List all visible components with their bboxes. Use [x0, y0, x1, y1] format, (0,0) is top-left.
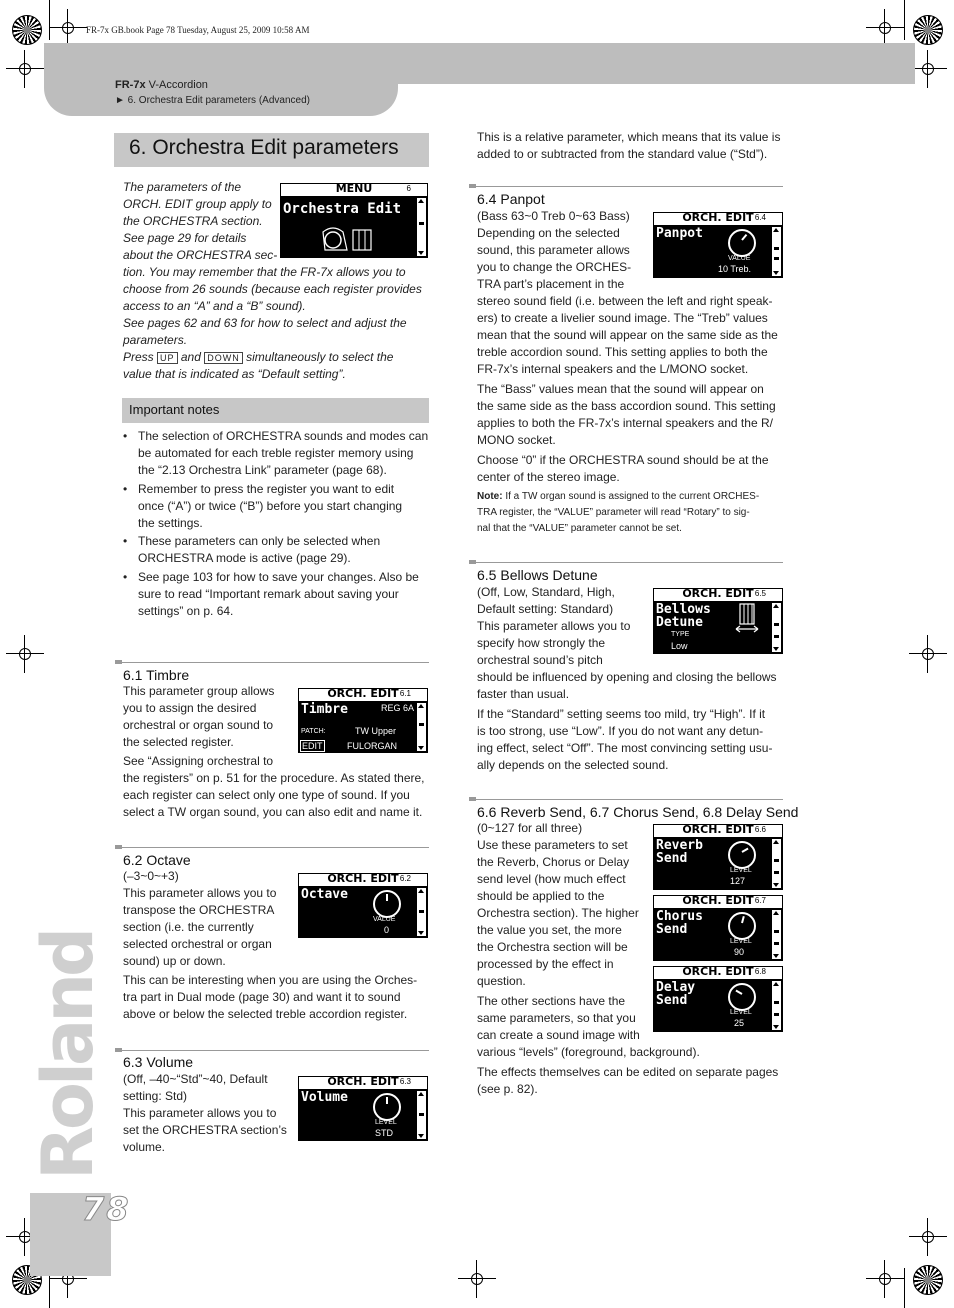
- section-heading-6-3: 6.3 Volume: [123, 1054, 194, 1070]
- registration-mark: [14, 643, 36, 665]
- notes-list-item: • See page 103 for how to save your changes. Also be sure to read “Important remark about saving your settings” on p. 64.: [123, 570, 419, 618]
- section-marker: [115, 1048, 122, 1052]
- knob-icon: [728, 841, 756, 869]
- knob-icon: [728, 983, 756, 1011]
- section-6-4-text: (Bass 63~0 Treb 0~63 Bass) Depending on the selected sound, this parameter allows you to change the ORCHES- TRA part’s placement in the stereo sound field (i.e. between the left and right speak- ers) to create a livelier sound image. The “Treb” values mean that the sound will appear on the same side as the treble accordion sound. This setting applies to both the FR-7x’s internal speakers and the L/MONO socket. The “Bass” values mean that the sound will appear on the same side as the bass accordion sound. This setting applies to both the FR-7x’s internal speakers and the R/ MONO socket. Choose “0” if the ORCHESTRA sound should be at the center of the stereo image. Note: If a TW organ sound is assigned to the current ORCHES- TRA register, the “VALUE” parameter will read “Rotary” to sig- nal that the “VALUE” parameter cannot be set.: [477, 209, 778, 534]
- chorus-send-lcd-screen: ORCH. EDIT 6.7 Chorus Send LEVEL 90: [653, 895, 783, 961]
- knob-icon: [728, 229, 756, 257]
- registration-mark: [466, 1268, 488, 1290]
- running-header: [115, 78, 310, 108]
- section-6-5-text: (Off, Low, Standard, High, Default setting: Standard) This parameter allows you to specify how strongly the orchestral sound’s pitch should be influenced by opening and closing the bellows faster than usual. If the “Standard” setting seems too mild, try “High”. If it is too strong, use “Low”. If you do not want any detun- ing effect, select “Off”. The most convincing setting usu- ally depends on the selected sound.: [477, 585, 777, 772]
- product-name: V-Accordion: [145, 79, 208, 91]
- knob-icon: [728, 912, 756, 940]
- orchestra-instruments-icon: [319, 222, 379, 254]
- section-rule: [476, 562, 783, 563]
- section-heading-6-5: 6.5 Bellows Detune: [477, 567, 598, 583]
- lcd-label: Orchestra Edit: [283, 201, 402, 217]
- book-info-line: FR-7x GB.book Page 78 Tuesday, August 25, 2009 10:58 AM: [86, 25, 310, 35]
- model-name: FR-7x: [115, 79, 146, 91]
- notes-list-item: • These parameters can only be selected when ORCHESTRA mode is active (page 29).: [123, 534, 381, 565]
- registration-mark: [874, 17, 896, 39]
- notes-list-item: • The selection of ORCHESTRA sounds and modes can be automated for each treble register memory using the “2.13 Orchestra Link” parameter (page 68).: [123, 429, 429, 477]
- delay-send-lcd-screen: ORCH. EDIT 6.8 Delay Send LEVEL 25: [653, 966, 783, 1032]
- bellows-detune-lcd-screen: ORCH. EDIT 6.5 Bellows Detune TYPE Low: [653, 588, 783, 654]
- section-marker: [115, 660, 122, 664]
- crop-line: [49, 0, 50, 40]
- section-marker: [115, 845, 122, 849]
- page-title: 6. Orchestra Edit parameters: [129, 136, 399, 159]
- section-rule: [122, 847, 429, 848]
- section-6-2-text: (–3~0~+3) This parameter allows you to transpose the ORCHESTRA section (i.e. the currently selected orchestral or organ sound) up or down. This can be interesting when you are using the Orches- tra part in Dual mode (page 30) and want it to sound above or below the selected treble accordion register.: [123, 869, 418, 1021]
- section-heading-6-2: 6.2 Octave: [123, 852, 191, 868]
- octave-lcd-screen: ORCH. EDIT 6.2 Octave VALUE 0: [298, 873, 428, 938]
- section-6-6-text: (0~127 for all three) Use these parameters to set the Reverb, Chorus or Delay send level (how much effect should be applied to the Orchestra section). The higher the value you set, the more the Orchestra section will be processed by the effect in question. The other sections have the same parameters, so that you can create a sound image with various “levels” (foreground, background). The effects themselves can be edited on separate pages (see p. 82).: [477, 821, 779, 1096]
- section-heading-6-4: 6.4 Panpot: [477, 191, 545, 207]
- registration-mark: [917, 643, 939, 665]
- timbre-lcd-screen: ORCH. EDIT 6.1 Timbre REG 6A PATCH: TW Upper EDIT FULORGAN: [298, 688, 428, 753]
- volume-lcd-screen: ORCH. EDIT 6.3 Volume LEVEL STD: [298, 1076, 428, 1141]
- menu-lcd-screen: MENU 6 Orchestra Edit: [280, 183, 428, 258]
- registration-mark: [874, 1268, 896, 1290]
- section-marker: [469, 560, 476, 564]
- breadcrumb: ► 6. Orchestra Edit parameters (Advanced): [115, 95, 310, 106]
- section-rule: [476, 799, 783, 800]
- notes-list-item: • Remember to press the register you want to edit once (“A”) or twice (“B”) before you start changing the settings.: [123, 482, 403, 530]
- lcd-scrollbar: [417, 198, 426, 256]
- section-rule: [476, 186, 783, 187]
- section-heading-6-6: 6.6 Reverb Send, 6.7 Chorus Send, 6.8 Delay Send: [477, 804, 799, 820]
- intro-text: The parameters of the ORCH. EDIT group apply to the ORCHESTRA section. See page 29 for details about the ORCHESTRA sec- tion. You may remember that the FR-7x allows you to choose from 26 sounds (because each register provides access to an “A” and a “B” sound). See pages 62 and 63 for how to select and adjust the parameters. Press UP and DOWN simultaneously to select the value that is indicated as “Default setting”.: [123, 180, 422, 381]
- knob-icon: [373, 1093, 401, 1121]
- down-key: DOWN: [204, 352, 243, 364]
- edit-indicator: EDIT: [302, 741, 323, 751]
- reverb-send-lcd-screen: ORCH. EDIT 6.6 Reverb Send LEVEL 127: [653, 824, 783, 890]
- registration-star-bottom-right: [913, 1265, 943, 1295]
- notes-title: Important notes: [129, 402, 220, 417]
- bullet-icon: •: [123, 429, 128, 443]
- panpot-lcd-screen: ORCH. EDIT 6.4 Panpot VALUE 10 Treb.: [653, 212, 783, 278]
- registration-star-top-left: [12, 15, 42, 45]
- section-marker: [469, 797, 476, 801]
- section-rule: [122, 662, 429, 663]
- section-6-3-text: (Off, –40~“Std”~40, Default setting: Std) This parameter allows you to set the ORCHESTRA section’s volume.: [123, 1072, 287, 1154]
- section-rule: [122, 1050, 429, 1051]
- section-marker: [469, 184, 476, 188]
- crop-line: [904, 0, 905, 40]
- registration-mark: [917, 1226, 939, 1248]
- bullet-icon: •: [123, 570, 128, 584]
- registration-mark: [14, 58, 36, 80]
- relative-parameter-text: This is a relative parameter, which means that its value is added to or subtracted from the standard value (“Std”).: [477, 130, 781, 161]
- bullet-icon: •: [123, 482, 128, 496]
- up-key: UP: [157, 352, 178, 364]
- section-heading-6-1: 6.1 Timbre: [123, 667, 190, 683]
- bullet-icon: •: [123, 534, 128, 548]
- accordion-bellows-icon: [734, 603, 760, 633]
- page-number: 78: [82, 1190, 131, 1228]
- registration-mark: [917, 58, 939, 80]
- knob-icon: [373, 890, 401, 918]
- note-label: Note:: [477, 491, 503, 502]
- crop-line: [904, 1268, 905, 1308]
- registration-mark: [57, 17, 79, 39]
- roland-logo: Roland: [27, 930, 109, 1180]
- registration-star-top-right: [913, 15, 943, 45]
- section-6-1-text: This parameter group allows you to assign the desired orchestral or organ sound to the selected register. See “Assigning orchestral to the registers” on p. 51 for the procedure. As stated there, each register can select only one type of sound. If you select a TW organ sound, you can also edit and name it.: [123, 684, 425, 819]
